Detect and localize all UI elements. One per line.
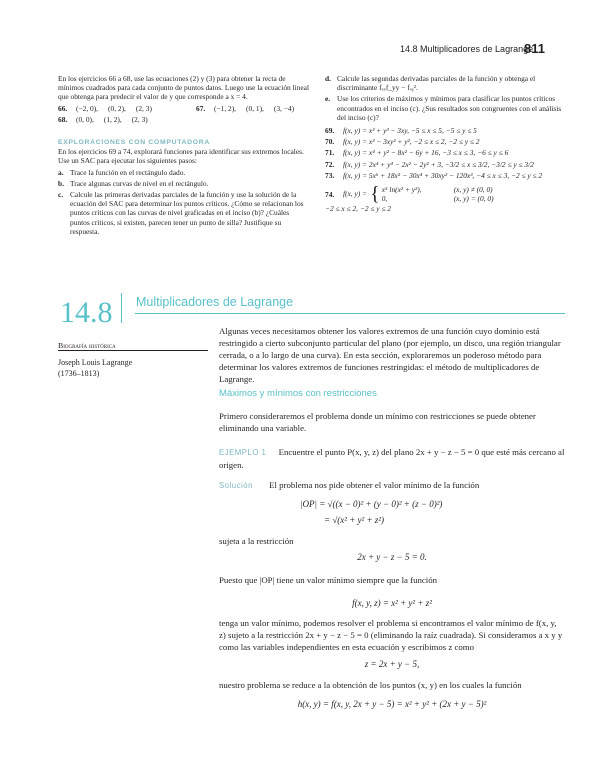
exercise-67-number: 67.	[196, 103, 206, 113]
step-a: a. Trace la función en el rectángulo dado.	[58, 167, 186, 177]
exercise-row-68	[58, 115, 310, 124]
constraint-equation: 2x + y − z − 5 = 0.	[357, 552, 427, 562]
exercise-69: 69. f(x, y) = x² + y³ − 3xy, −5 ≤ x ≤ 5, −5 ≤ y ≤ 5	[325, 126, 477, 136]
paragraph-3: tenga un valor mínimo, podemos resolver el problema si encontramos el valor mínimo de f(x, y, z) sujeto a la restricción 2x + y − z − 5 = 0 (eliminando la raíz cuadrada). Si consideramos a x y y como las variables independientes en esta ecuación y escribimos z como	[219, 618, 563, 652]
right-column	[325, 74, 565, 213]
distance-expanded: √((x − 0)² + (y − 0)² + (z − 0)²)	[327, 499, 443, 509]
exercise-74-lhs: f(x, y) =	[343, 189, 368, 199]
cas-intro: En los ejercicios 69 a 74, explorará funciones para identificar sus extremos locales. Use un SAC para ejecutar los siguientes pasos:	[58, 147, 304, 166]
paragraph-2: Puesto que |OP| tiene un valor mínimo siempre que la función	[219, 575, 438, 585]
exercise-74	[325, 184, 565, 213]
exercise-66-number: 66.	[58, 103, 68, 113]
left-column	[58, 74, 310, 236]
distance-simplified: √(x² + y² + z²)	[332, 515, 384, 525]
exercise-74-case1: x⁵ ln(x² + y²),	[381, 184, 422, 194]
step-e: e. Use los criterios de máximos y mínimos para clasificar los puntos críticos encontrados en el inciso (c). ¿Sus resultados son congruentes con el análisis del inciso (c)?	[325, 94, 562, 122]
running-header	[400, 41, 560, 56]
exercise-70: 70. f(x, y) = x³ − 3xy² + y², −2 ≤ x ≤ 2, −2 ≤ y ≤ 2	[325, 137, 480, 147]
example-text: Encuentre el punto P(x, y, z) del plano 2x + y − z − 5 = 0 que esté más cercano al origen.	[219, 447, 565, 470]
exercise-74-cond1: (x, y) ≠ (0, 0)	[453, 184, 493, 194]
equation-z: z = 2x + y − 5,	[364, 659, 420, 669]
section-intro: Algunas veces necesitamos obtener los valores extremos de una función cuyo dominio está restringido a cierto subconjunto particular del plano (por ejemplo, un disco, una región triangular cerrada, o a lo largo de una curva). En esta sección, exploraremos un poderoso método para determinar los valores extremos de funciones restringidas: el método de multiplicadores de Lagrange.	[219, 326, 561, 384]
biography-note	[58, 340, 208, 379]
section-title: Multiplicadores de Lagrange	[136, 295, 294, 309]
page-number: 811	[524, 41, 545, 56]
exercise-68-number: 68.	[58, 114, 68, 124]
biography-heading: Biografía histórica	[58, 341, 116, 350]
section-number: 14.8	[60, 296, 113, 329]
paragraph-4: nuestro problema se reduce a la obtención de los puntos (x, y) en los cuales la función	[219, 680, 522, 690]
exercise-67-points: (−1, 2), (0, 1), (3, −4)	[214, 103, 295, 113]
biography-rule	[58, 350, 208, 351]
solution-text: El problema nos pide obtener el valor mínimo de la función	[269, 480, 480, 490]
constraint-label: sujeta a la restricción	[219, 536, 294, 546]
section-divider	[121, 293, 122, 323]
exercise-68-points: (0, 0), (1, 2), (2, 3)	[76, 114, 148, 124]
solution-label: Solución	[219, 481, 253, 490]
step-b: b. Trace algunas curvas de nivel en el rectángulo.	[58, 178, 209, 188]
distance-lhs: |OP| =	[300, 499, 326, 509]
biography-years: (1736–1813)	[58, 369, 100, 378]
exercises-66-68-intro: En los ejercicios 66 a 68, use las ecuaciones (2) y (3) para obtener la recta de mínimos cuadrados para cada conjunto de puntos datos. Luego use la ecuación lineal que obtenga para predecir el valor de y que corresponde a x = 4.	[58, 74, 309, 102]
exercise-74-cond2: (x, y) = (0, 0)	[453, 194, 494, 204]
cas-heading: EXPLORACIONES CON COMPUTADORA	[58, 139, 210, 147]
subsection-intro: Primero consideraremos el problema donde un mínimo con restricciones se puede obtener eliminando una variable.	[219, 411, 536, 433]
distance-equals: =	[324, 515, 331, 525]
exercise-73: 73. f(x, y) = 5x⁶ + 18x⁵ − 30x⁴ + 30xy² − 120x³, −4 ≤ x ≤ 3, −2 ≤ y ≤ 2	[325, 170, 543, 180]
exercise-list-69-73	[325, 126, 565, 180]
exercise-66-points: (−2, 0), (0, 2), (2, 3)	[76, 103, 152, 113]
header-section: 14.8 Multiplicadores de Lagrange	[400, 44, 534, 54]
equation-h: h(x, y) = f(x, y, 2x + y − 5) = x² + y² + (2x + y − 5)²	[297, 699, 487, 709]
exercise-74-case2: 0,	[381, 194, 388, 204]
section-rule	[135, 313, 565, 314]
step-c: c. Calcule las primeras derivadas parciales de la función y use la solución de la ecuación del SAC para determinar los puntos críticos. ¿Cómo se relacionan los puntos críticos con las curvas de nivel graficadas en el inciso (b)? ¿Cuáles puntos críticos, si existen, parecen tener un punto de silla? Justifique su respuesta.	[58, 190, 304, 236]
step-d: d. Calcule las segundas derivadas parciales de la función y obtenga el discriminante fₓₓf_yy − fₓᵧ².	[325, 74, 536, 93]
equation-distance	[300, 498, 442, 526]
exercise-74-range: −2 ≤ x ≤ 2, −2 ≤ y ≤ 2	[325, 204, 392, 214]
biography-name: Joseph Louis Lagrange	[58, 358, 133, 367]
example-label: EJEMPLO 1	[219, 448, 267, 457]
exercise-74-number: 74.	[325, 190, 335, 200]
equation-f: f(x, y, z) = x² + y² + z²	[352, 598, 432, 608]
exercise-71: 71. f(x, y) = x⁴ + y² − 8x² − 6y + 16, −3 ≤ x ≤ 3, −6 ≤ y ≤ 6	[325, 148, 509, 158]
exercise-row-66-67	[58, 104, 310, 113]
subsection-title: Máximos y mínimos con restricciones	[219, 388, 377, 399]
left-brace: {	[370, 183, 380, 206]
solution	[219, 479, 565, 492]
exercise-72: 72. f(x, y) = 2x⁴ + y⁴ − 2x² − 2y² + 3, −3/2 ≤ x ≤ 3/2, −3/2 ≤ y ≤ 3/2	[325, 159, 534, 169]
example-1	[219, 446, 565, 471]
